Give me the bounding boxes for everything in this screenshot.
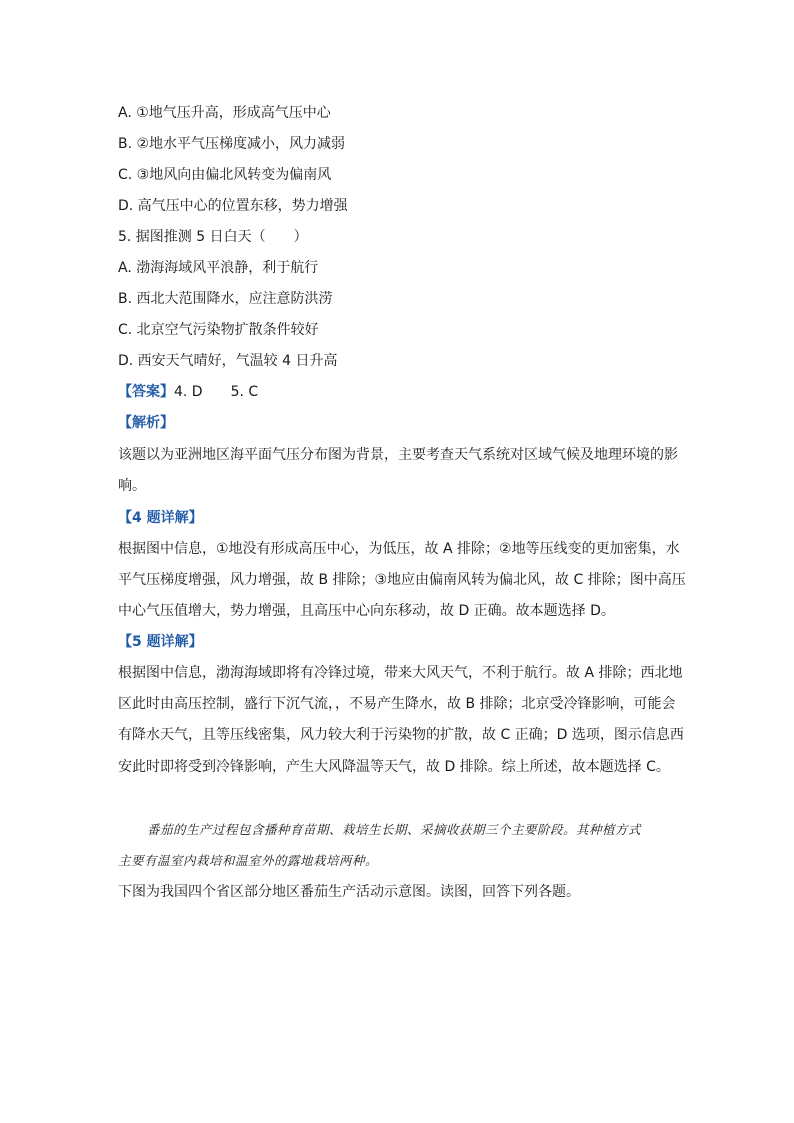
detail4-label: 【4 题详解】 [118, 510, 203, 526]
analysis-line: 该题以为亚洲地区海平面气压分布图为背景，主要考查天气系统对区域气候及地理环境的影 [118, 447, 678, 463]
option-5a: A. 渤海海域风平浪静，利于航行 [118, 260, 319, 276]
detail5-label: 【5 题详解】 [118, 634, 203, 650]
analysis-label: 【解析】 [118, 415, 174, 431]
option-5b: B. 西北大范围降水，应注意防洪涝 [118, 291, 333, 307]
option-4b: B. ②地水平气压梯度减小，风力减弱 [118, 136, 346, 152]
question-5: 5. 据图推测 5 日白天（ ） [118, 229, 308, 245]
detail5-line: 有降水天气，且等压线密集，风力较大利于污染物的扩散，故 C 正确；D 选项，图示信息西 [118, 727, 684, 743]
option-5d: D. 西安天气晴好，气温较 4 日升高 [118, 353, 338, 369]
detail4-line: 中心气压值增大，势力增强，且高压中心向东移动，故 D 正确。故本题选择 D。 [118, 603, 615, 619]
option-4a: A. ①地气压升高，形成高气压中心 [118, 105, 331, 121]
detail4-line: 平气压梯度增强，风力增强，故 B 排除；③地应由偏南风转为偏北风，故 C 排除；图中高压 [118, 572, 686, 588]
detail4-line: 根据图中信息，①地没有形成高压中心，为低压，故 A 排除；②地等压线变的更加密集，水 [118, 541, 680, 557]
option-5c: C. 北京空气污染物扩散条件较好 [118, 322, 319, 338]
passage-line: 番茄的生产过程包含播种育苗期、栽培生长期、采摘收获期三个主要阶段。其种植方式 [147, 822, 642, 837]
detail5-line: 区此时由高压控制，盛行下沉气流，，不易产生降水，故 B 排除；北京受冷锋影响，可能会 [118, 696, 676, 712]
answer-line [118, 382, 258, 402]
answer-value: 4. D 5. C [174, 384, 259, 400]
passage-line: 主要有温室内栽培和温室外的露地栽培两种。 [118, 853, 379, 868]
option-4c: C. ③地风向由偏北风转变为偏南风 [118, 167, 332, 183]
answer-label: 【答案】 [118, 384, 174, 400]
detail5-line: 根据图中信息，渤海海域即将有冷锋过境，带来大风天气，不利于航行。故 A 排除；西北地 [118, 665, 683, 681]
passage-prompt: 下图为我国四个省区部分地区番茄生产活动示意图。读图，回答下列各题。 [118, 884, 580, 900]
analysis-line: 响。 [118, 478, 146, 494]
option-4d: D. 高气压中心的位置东移，势力增强 [118, 198, 348, 214]
detail5-line: 安此时即将受到冷锋影响，产生大风降温等天气，故 D 排除。综上所述，故本题选择 C。 [118, 759, 670, 775]
